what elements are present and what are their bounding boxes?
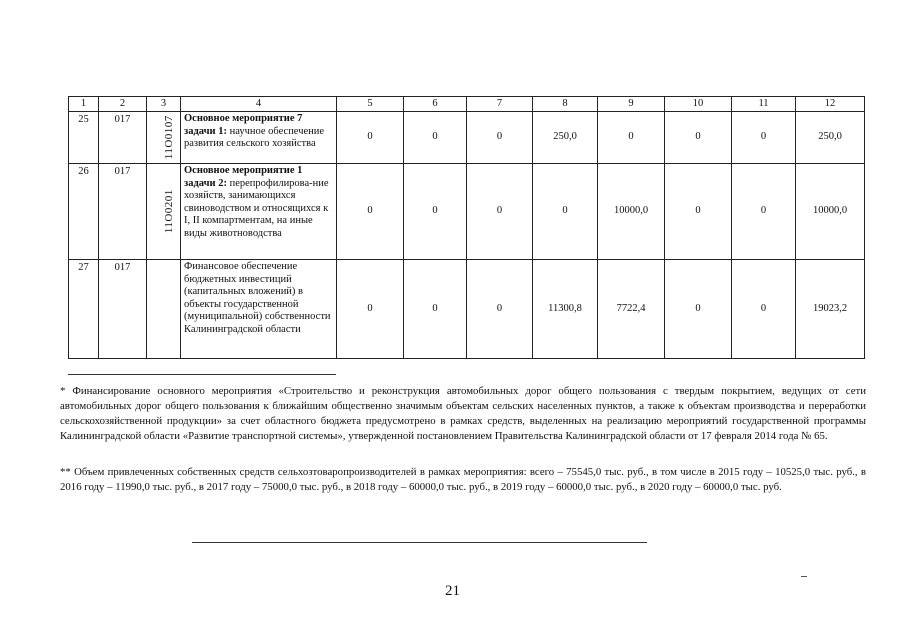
value-cell: 0 <box>337 260 404 359</box>
grbs-code: 017 <box>99 164 147 260</box>
row-number: 25 <box>69 112 99 164</box>
value-cell: 0 <box>732 164 796 260</box>
activity-name-rest: перепрофилирова-ние хозяйств, занимающихся свиноводством и относящихся к I, II компартментам, на иные виды животноводства <box>184 177 329 239</box>
activity-name <box>181 164 337 260</box>
col-header-7: 7 <box>467 97 533 112</box>
col-header-3: 3 <box>147 97 181 112</box>
value-cell: 10000,0 <box>598 164 665 260</box>
table-row <box>69 260 865 359</box>
value-cell: 0 <box>732 260 796 359</box>
total-cell: 250,0 <box>796 112 865 164</box>
activity-name-rest: научное обеспечение развития сельского хозяйства <box>184 125 325 149</box>
budget-code-cell <box>147 164 181 260</box>
col-header-2: 2 <box>99 97 147 112</box>
activity-name-rest: Финансовое обеспечение бюджетных инвестиций (капитальных вложений) в объекты государственной (муниципальной) собственности Калининградской области <box>184 261 331 335</box>
col-header-10: 10 <box>665 97 732 112</box>
value-cell: 0 <box>732 112 796 164</box>
value-cell: 0 <box>665 260 732 359</box>
value-cell: 0 <box>665 164 732 260</box>
value-cell: 0 <box>467 164 533 260</box>
budget-code: 11О0201 <box>162 188 175 234</box>
col-header-8: 8 <box>533 97 598 112</box>
col-header-9: 9 <box>598 97 665 112</box>
footnote-separator <box>68 374 336 375</box>
value-cell: 0 <box>467 260 533 359</box>
value-cell: 0 <box>337 164 404 260</box>
value-cell: 0 <box>337 112 404 164</box>
budget-code-cell <box>147 260 181 359</box>
value-cell: 0 <box>598 112 665 164</box>
grbs-code: 017 <box>99 112 147 164</box>
col-header-11: 11 <box>732 97 796 112</box>
footnote-2: ** Объем привлеченных собственных средств сельхозтоваропроизводителей в рамках мероприятия: всего – 75545,0 тыс. руб., в том числе в 2015 году – 10525,0 тыс. руб., в 2016 году – 11990,0 тыс. руб., в 2017 году – 75000,0 тыс. руб., в 2018 году – 60000,0 тыс. руб., в 2019 году – 60000,0 тыс. руб., в 2020 году – 60000,0 тыс. руб. <box>60 466 866 493</box>
col-header-1: 1 <box>69 97 99 112</box>
bottom-rule <box>192 542 647 543</box>
page-number: 21 <box>445 583 460 599</box>
total-cell: 19023,2 <box>796 260 865 359</box>
value-cell: 0 <box>404 260 467 359</box>
value-cell: 0 <box>665 112 732 164</box>
total-cell: 10000,0 <box>796 164 865 260</box>
activity-name <box>181 260 337 359</box>
value-cell: 11300,8 <box>533 260 598 359</box>
budget-code: 11О0107 <box>162 114 175 160</box>
grbs-code: 017 <box>99 260 147 359</box>
col-header-5: 5 <box>337 97 404 112</box>
activity-name-bold: Основное мероприятие 7 задачи 1: <box>184 113 303 137</box>
row-number: 26 <box>69 164 99 260</box>
col-header-4: 4 <box>181 97 337 112</box>
activity-name <box>181 112 337 164</box>
value-cell: 0 <box>404 164 467 260</box>
footnote-1: * Финансирование основного мероприятия «Строительство и реконструкция автомобильных дорог общего пользования с твердым покрытием, ведущих от сети автомобильных дорог общего пользования к ближайшим общественно значимым объектам сельских населенных пунктов, а также к объектам производства и переработки сельскохозяйственной продукции» за счет областного бюджета предусмотрено в рамках средств, выделенных на реализацию мероприятий государственной программы Калининградской области «Развитие транспортной системы», утвержденной постановлением Правительства Калининградской области от 17 февраля 2014 года № 65. <box>60 385 866 442</box>
col-header-6: 6 <box>404 97 467 112</box>
budget-code-cell <box>147 112 181 164</box>
value-cell: 250,0 <box>533 112 598 164</box>
margin-mark <box>801 576 807 577</box>
value-cell: 0 <box>533 164 598 260</box>
row-number: 27 <box>69 260 99 359</box>
value-cell: 7722,4 <box>598 260 665 359</box>
header-row <box>69 97 865 112</box>
value-cell: 0 <box>467 112 533 164</box>
table-row <box>69 112 865 164</box>
budget-table <box>68 96 865 359</box>
table-row <box>69 164 865 260</box>
activity-name-bold: Основное мероприятие 1 задачи 2: <box>184 165 303 189</box>
col-header-12: 12 <box>796 97 865 112</box>
value-cell: 0 <box>404 112 467 164</box>
